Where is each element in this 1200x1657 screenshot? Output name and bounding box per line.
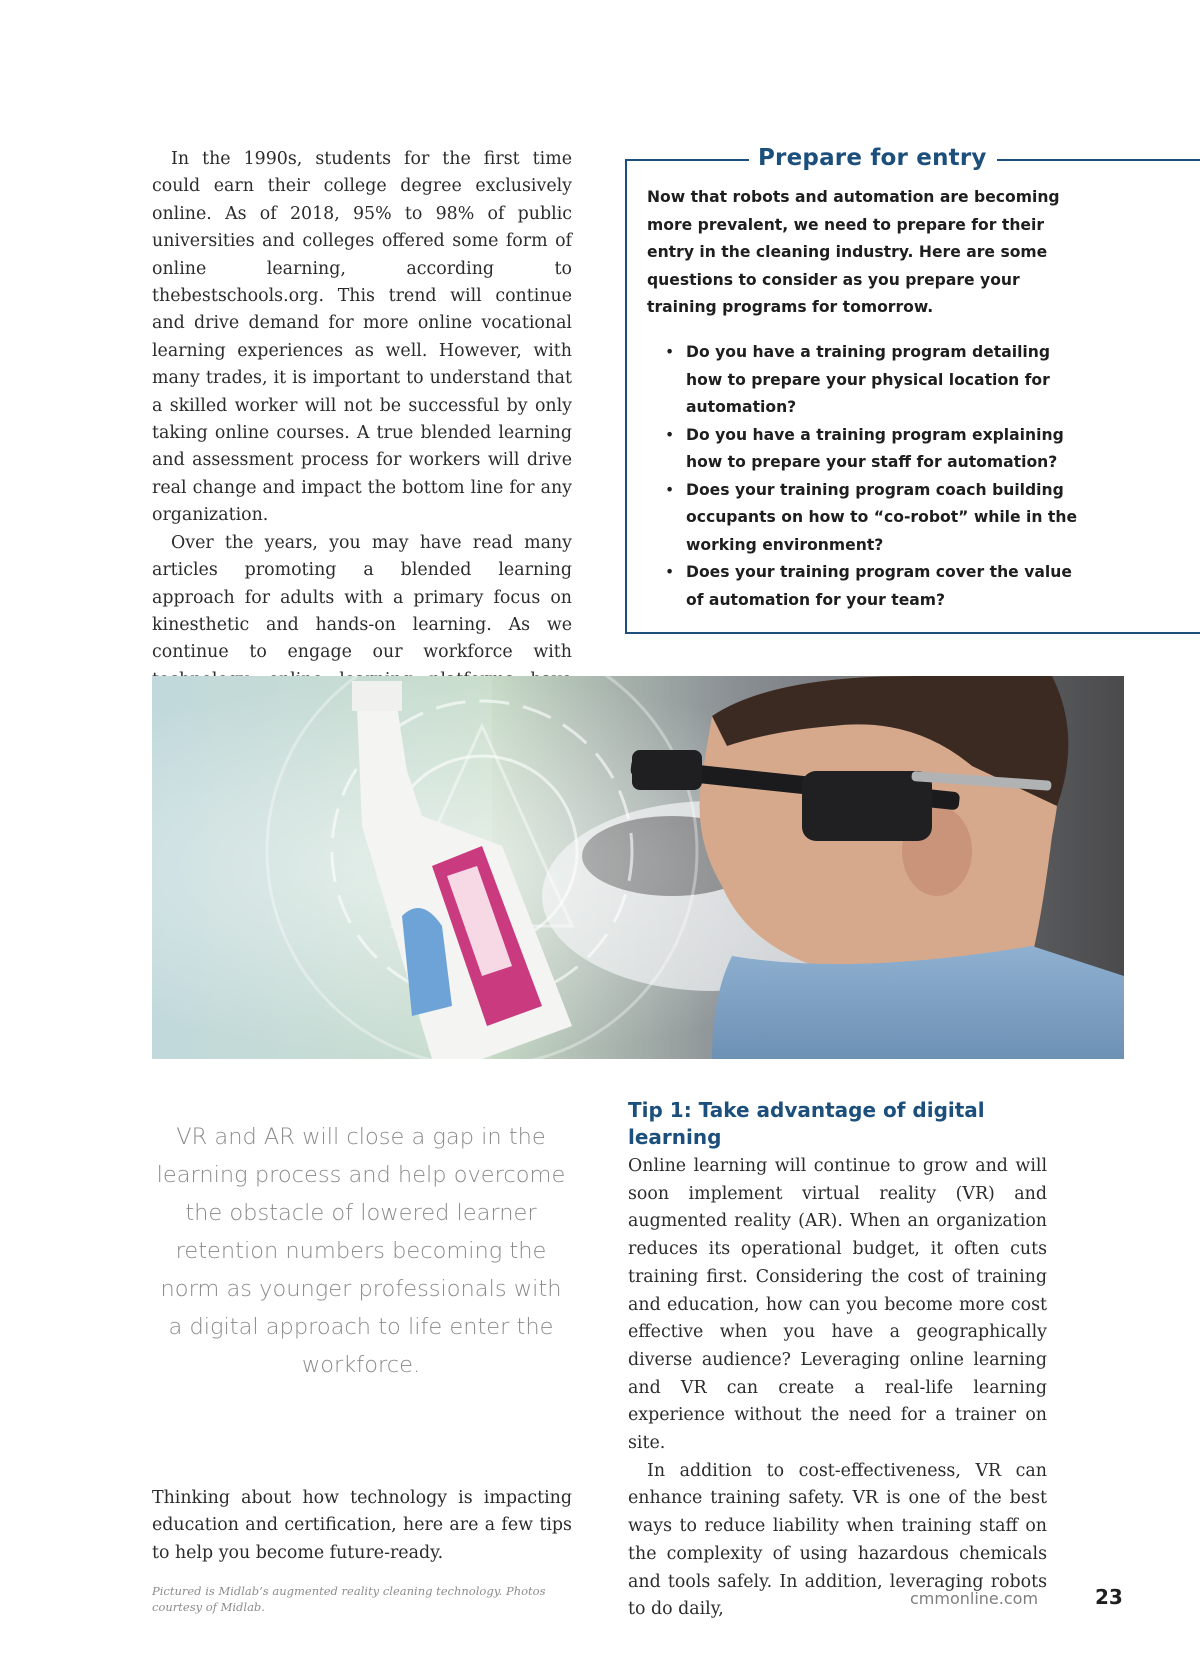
right-column — [628, 1153, 1047, 1624]
pull-quote: VR and AR will close a gap in the learning process and help overcome the obstacle of lowered learner retention numbers becoming the norm as younger professionals with a digital approach to life enter the workforce. — [156, 1124, 566, 1378]
body-paragraph: Online learning will continue to grow and will soon implement virtual reality (VR) and augmented reality (AR). When an organization reduces its operational budget, it often cuts training first. Considering the cost of training and education, how can you become more cost effective when you have a geographically diverse audience? Leveraging online learning and VR can create a real-life learning experience without the need for a trainer on site. — [628, 1156, 1047, 1454]
body-paragraph: Thinking about how technology is impacting education and certification, here are a few tips to help you become future-ready. — [152, 1488, 572, 1563]
ar-technology-photo — [152, 676, 1124, 1059]
sidebar-title: Prepare for entry — [749, 140, 997, 176]
footer-site: cmmonline.com — [910, 1589, 1039, 1608]
left-column — [152, 146, 572, 749]
bullet-icon: • — [665, 425, 675, 444]
page-number: 23 — [1095, 1585, 1123, 1609]
bullet-icon: • — [665, 480, 675, 499]
bullet-icon: • — [665, 563, 675, 581]
body-paragraph: In the 1990s, students for the first time could earn their college degree exclusively online. As of 2018, 95% to 98% of public universities and colleges offered some form of online learning, according to thebestschools.org. This trend will continue and drive demand for more online vocational learning experiences as well. However, with many trades, it is important to understand that a skilled worker will not be successful by only taking online courses. A true blended learning and assessment process for workers will drive real change and impact the bottom line for any organization. — [152, 149, 572, 526]
list-item: • Does your training program coach building occupants on how to “co-robot” while in the working environment? — [686, 477, 1081, 560]
photo-caption: Pictured is Midlab’s augmented reality cleaning technology. Photos courtesy of Midlab. — [152, 1584, 546, 1614]
list-item: • Do you have a training program explaining how to prepare your staff for automation? — [686, 422, 1081, 477]
sidebar-intro: Now that robots and automation are becoming more prevalent, we need to prepare for their entry in the cleaning industry. Here are some questions to consider as you prepare your training programs for tomorrow. — [647, 188, 1060, 316]
body-paragraph: In addition to cost-effectiveness, VR can enhance training safety. VR is one of the best ways to reduce liability when training staff on the complexity of using hazardous chemicals and tools safely. In addition, leveraging robots to do daily, — [628, 1460, 1047, 1620]
list-item: • Do you have a training program detailing how to prepare your physical location for automation? — [686, 339, 1081, 422]
tip-heading: Tip 1: Take advantage of digital learning — [628, 1098, 985, 1149]
bullet-icon: • — [665, 343, 675, 361]
photo-illustration — [152, 676, 1124, 1059]
body-paragraph: Over the years, you may have read many articles promoting a blended learning approach for adults with a primary focus on kinesthetic and hands-on learning. As we continue to engage our workforce with — [152, 532, 572, 663]
list-item: • Does your training program cover the value of automation for your team? — [686, 559, 1081, 614]
sidebar-question-list — [665, 339, 1081, 614]
